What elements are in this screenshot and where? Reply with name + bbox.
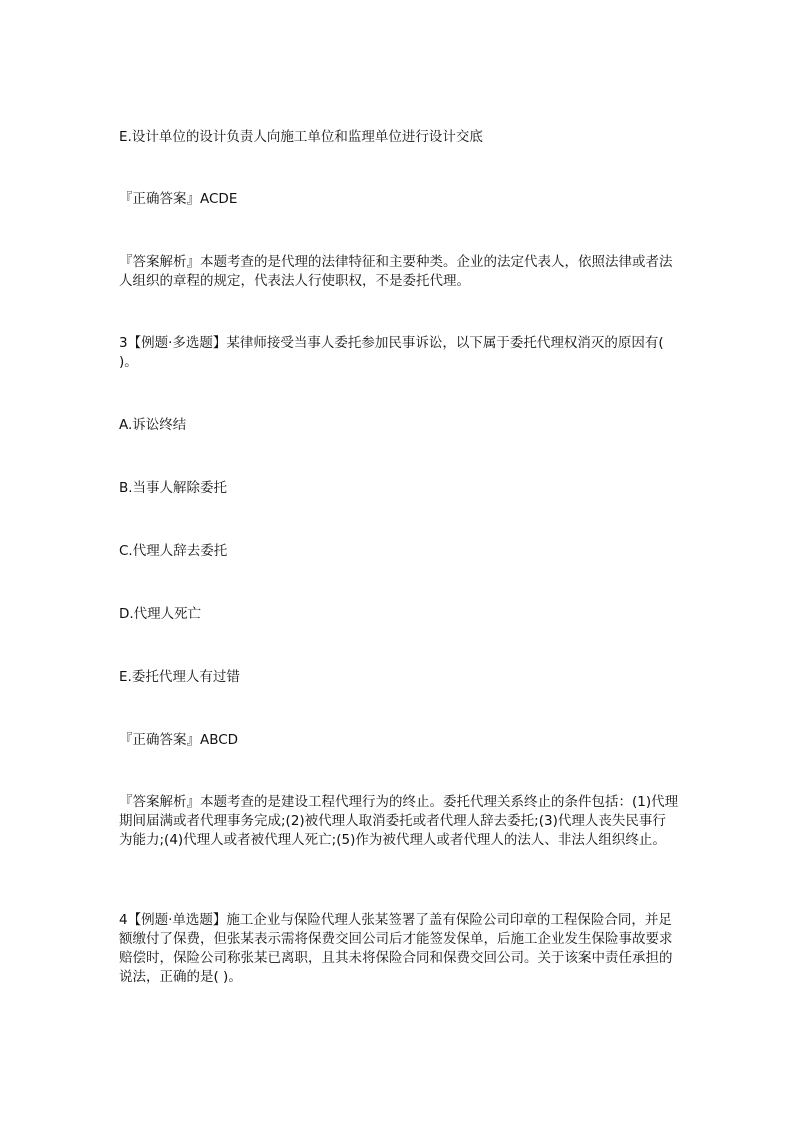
question-4: 4【例题·单选题】施工企业与保险代理人张某签署了盖有保险公司印章的工程保险合同，并足额缴付了保费，但张某表示需将保费交回公司后才能签发保单，后施工企业发生保险事故要求赔偿时，保险公司称张某已离职，且其未将保险合同和保费交回公司。关于该案中责任承担的说法，正确的是( )。 bbox=[119, 912, 673, 985]
option-e-q3: E.委托代理人有过错 bbox=[119, 669, 240, 685]
correct-answer-q2: 『正确答案』ACDE bbox=[119, 191, 238, 207]
option-b-q3: B.当事人解除委托 bbox=[119, 480, 228, 496]
answer-explanation-q2: 『答案解析』本题考查的是代理的法律特征和主要种类。企业的法定代表人，依照法律或者法人组织的章程的规定，代表法人行使职权，不是委托代理。 bbox=[119, 254, 673, 289]
option-c-q3: C.代理人辞去委托 bbox=[119, 543, 228, 559]
option-e-q2: E.设计单位的设计负责人向施工单位和监理单位进行设计交底 bbox=[119, 129, 483, 145]
answer-explanation-q3: 『答案解析』本题考查的是建设工程代理行为的终止。委托代理关系终止的条件包括：(1)代理期间届满或者代理事务完成;(2)被代理人取消委托或者代理人辞去委托;(3)代理人丧失民事行为能力;(4)代理人或者被代理人死亡;(5)作为被代理人或者代理人的法人、非法人组织终止。 bbox=[119, 794, 679, 848]
option-a-q3: A.诉讼终结 bbox=[119, 417, 187, 433]
correct-answer-q3: 『正确答案』ABCD bbox=[119, 732, 239, 748]
question-3: 3【例题·多选题】某律师接受当事人委托参加民事诉讼，以下属于委托代理权消灭的原因有( )。 bbox=[119, 335, 664, 370]
option-d-q3: D.代理人死亡 bbox=[119, 606, 202, 622]
